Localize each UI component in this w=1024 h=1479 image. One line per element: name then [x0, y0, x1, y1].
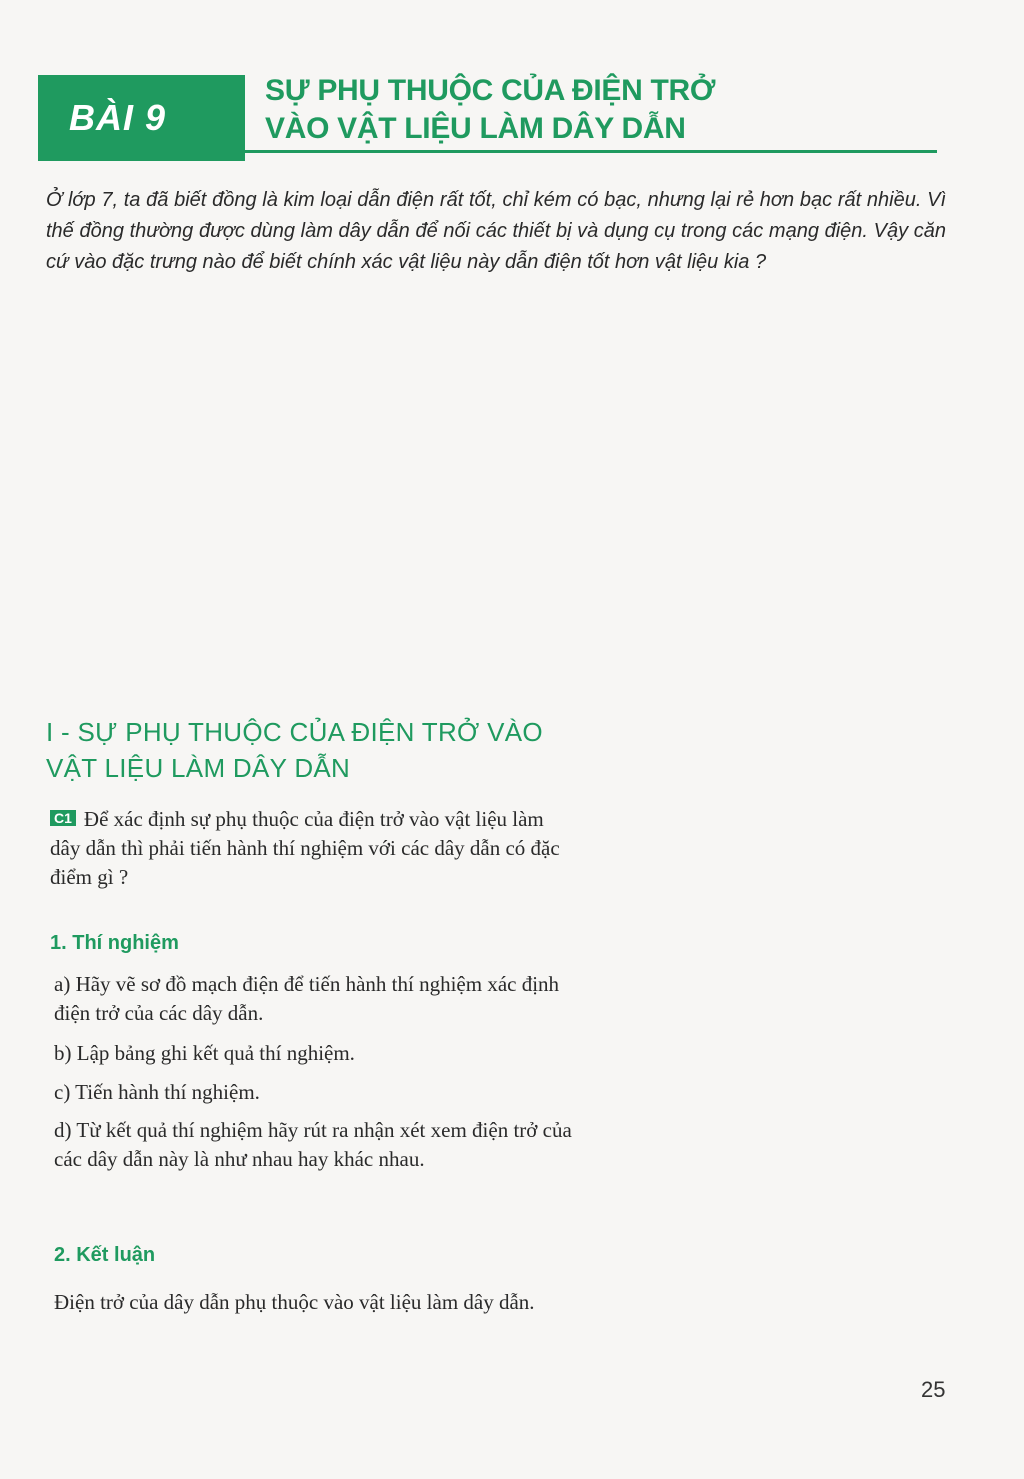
c1-badge: C1	[50, 810, 76, 826]
conclusion-text: Điện trở của dây dẫn phụ thuộc vào vật liệu làm dây dẫn.	[54, 1290, 535, 1314]
experiment-heading: 1. Thí nghiệm	[50, 932, 179, 954]
experiment-step-d: d) Từ kết quả thí nghiệm hãy rút ra nhận xét xem điện trở của các dây dẫn này là như nhau hay khác nhau.	[54, 1118, 572, 1171]
intro-paragraph: Ở lớp 7, ta đã biết đồng là kim loại dẫn điện rất tốt, chỉ kém có bạc, nhưng lại rẻ hơn bạc rất nhiều. Vì thế đồng thường được dùng làm dây dẫn để nối các thiết bị và dụng cụ trong các mạng điện. Vậy căn cứ vào đặc trưng nào để biết chính xác vật liệu này dẫn điện tốt hơn vật liệu kia ?	[46, 189, 946, 273]
lesson-label: BÀI 9	[69, 97, 167, 138]
c1-text: Để xác định sự phụ thuộc của điện trở vào vật liệu làm dây dẫn thì phải tiến hành thí nghiệm với các dây dẫn có đặc điểm gì ?	[50, 807, 560, 889]
question-c1	[50, 805, 575, 892]
section-heading-line1: I - SỰ PHỤ THUỘC CỦA ĐIỆN TRỞ VÀO	[46, 717, 543, 747]
lesson-title	[265, 72, 945, 148]
header-rule	[245, 150, 937, 153]
section-heading	[46, 714, 606, 786]
lesson-badge	[38, 75, 245, 161]
section-heading-line2: VẬT LIỆU LÀM DÂY DẪN	[46, 753, 351, 783]
lesson-title-line1: SỰ PHỤ THUỘC CỦA ĐIỆN TRỞ	[265, 74, 716, 107]
experiment-step-b: b) Lập bảng ghi kết quả thí nghiệm.	[54, 1041, 355, 1065]
experiment-step-a: a) Hãy vẽ sơ đồ mạch điện để tiến hành thí nghiệm xác định điện trở của các dây dẫn.	[54, 972, 560, 1025]
page-number: 25	[921, 1377, 946, 1402]
experiment-step-c: c) Tiến hành thí nghiệm.	[54, 1080, 260, 1104]
lesson-title-line2: VÀO VẬT LIỆU LÀM DÂY DẪN	[265, 112, 686, 145]
conclusion-heading: 2. Kết luận	[54, 1244, 156, 1266]
